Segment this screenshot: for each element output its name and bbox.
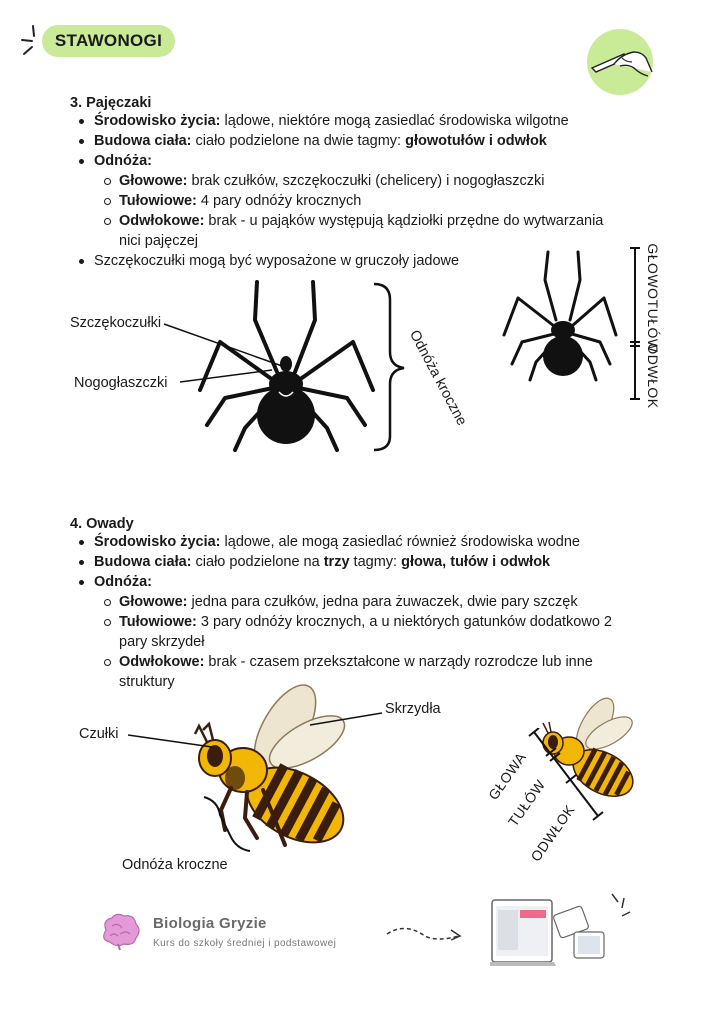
section-badge: STAWONOGI [42,25,175,57]
label-abdomen-bee: ODWŁOK [527,801,578,865]
insects-head-limbs: Głowowe: jedna para czułków, jedna para żuwaczek, dwie pary szczęk [70,592,670,612]
arachnids-head-limbs: Głowowe: brak czułków, szczękoczułki (chelicery) i nogogłaszczki [70,171,670,191]
insects-limbs: Odnóża: [70,572,670,592]
arachnids-habitat: Środowisko życia: lądowe, niektóre mogą zasiedlać środowiska wilgotne [70,111,670,131]
label-walking-legs: Odnóża kroczne [405,327,470,429]
arachnids-venom: Szczękoczułki mogą być wyposażone w gruczoły jadowe [70,251,670,271]
bee-pointer-lines [120,705,390,855]
devices-mockup-image [490,892,640,972]
insects-section [70,516,670,692]
sparkle-icon [20,24,44,58]
spider-scale-bar [628,246,642,401]
writing-hand-icon [586,28,656,98]
brand-subtitle: Kurs do szkoły średniej i podstawowej [153,938,337,949]
arachnids-thorax-limbs: Tułowiowe: 4 pary odnóży krocznych [70,191,670,211]
label-pedipalps: Nogogłaszczki [74,375,168,391]
label-walking-legs-insect: Odnóża kroczne [122,857,228,873]
arachnids-title: 3. Pajęczaki [70,95,152,111]
arachnids-body: Budowa ciała: ciało podzielone na dwie tagmy: głowotułów i odwłok [70,131,670,151]
label-cephalothorax: GŁOWOTUŁÓW [645,243,661,353]
insects-abdomen-limbs: Odwłokowe: brak - czasem przekształcone w narządy rozrodcze lub inne struktury [70,652,670,692]
arachnids-limbs: Odnóża: [70,151,670,171]
spider-small-illustration [500,250,620,385]
insects-thorax-limbs: Tułowiowe: 3 pary odnóży krocznych, a u niektórych gatunków dodatkowo 2 pary skrzydeł [70,612,670,652]
brand-title: Biologia Gryzie [153,915,267,932]
insects-habitat: Środowisko życia: lądowe, ale mogą zasiedlać również środowiska wodne [70,532,670,552]
label-thorax-bee: TUŁÓW [504,776,549,830]
label-antennae: Czułki [79,726,119,742]
spider-pointer-lines [160,318,290,393]
insects-body: Budowa ciała: ciało podzielone na trzy tagmy: głowa, tułów i odwłok [70,552,670,572]
label-chelicerae: Szczękoczułki [70,315,162,331]
brain-logo-icon [98,912,142,952]
label-head-bee: GŁOWA [484,749,530,803]
insects-title: 4. Owady [70,516,134,532]
legs-curly-brace [370,280,410,455]
arrow-icon [385,918,465,948]
label-abdomen-spider: ODWŁOK [645,343,661,409]
label-wings: Skrzydła [385,701,441,717]
arachnids-section [70,95,670,271]
arachnids-abdomen-limbs: Odwłokowe: brak - u pająków występują kądziołki przędne do wytwarzania nici pajęczej [70,211,670,251]
